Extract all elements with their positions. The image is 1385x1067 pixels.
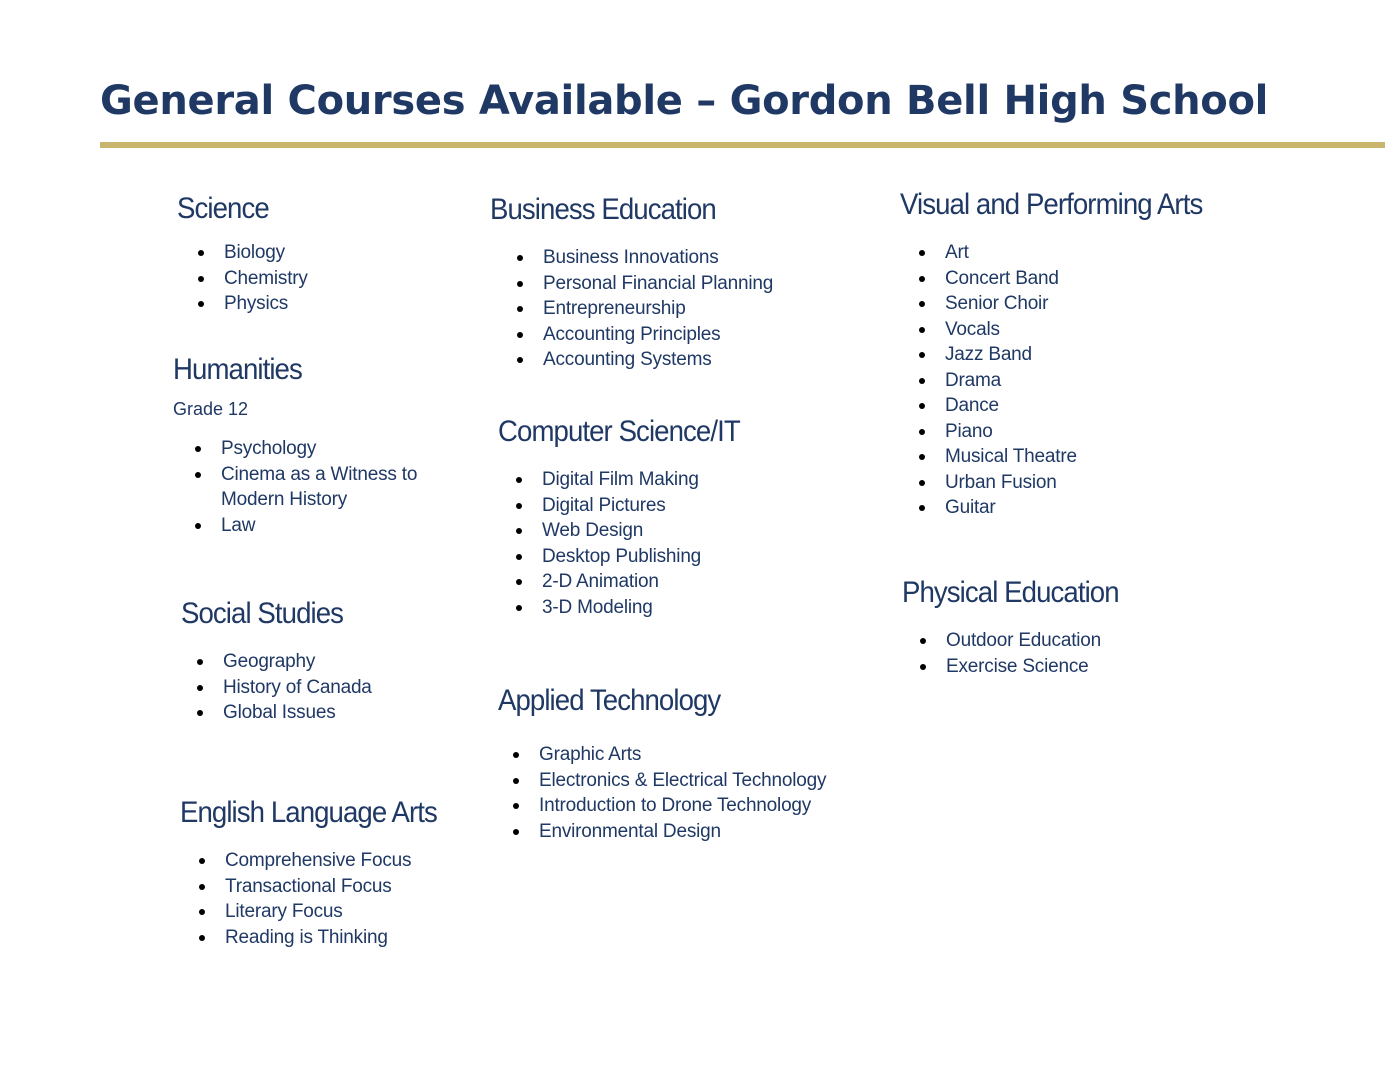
course-label: Transactional Focus: [225, 875, 392, 897]
course-item: [495, 467, 761, 493]
course-item: [492, 793, 826, 819]
bullet-icon: [919, 250, 925, 256]
course-item: [177, 291, 308, 317]
course-item: [178, 899, 459, 925]
course-item: [899, 628, 1137, 654]
section-heading: Visual and Performing Arts: [900, 188, 1203, 221]
bullet-icon: [197, 659, 203, 665]
course-label: History of Canada: [223, 676, 372, 698]
course-item: [899, 654, 1137, 680]
course-label: Physics: [224, 293, 289, 314]
course-item: [898, 470, 1229, 496]
course-label: Entrepreneurship: [543, 298, 686, 319]
bullet-icon: [516, 554, 522, 560]
grade-note: Grade 12: [173, 399, 249, 419]
course-label: Accounting Principles: [543, 323, 721, 345]
course-item: [176, 675, 372, 701]
bullet-icon: [517, 255, 523, 261]
section-applied-technology: [498, 684, 826, 844]
course-item: [495, 595, 761, 621]
course-label: Jazz Band: [945, 344, 1032, 365]
course-list: [492, 742, 826, 844]
bullet-icon: [516, 579, 522, 585]
course-item: [898, 495, 1229, 521]
bullet-icon: [199, 858, 205, 864]
bullet-icon: [919, 454, 925, 460]
bullet-icon: [199, 909, 205, 915]
bullet-icon: [920, 664, 926, 670]
bullet-icon: [919, 327, 925, 333]
bullet-icon: [920, 638, 926, 644]
course-item: [496, 271, 773, 297]
course-item: [495, 569, 761, 595]
section-heading: Science: [177, 192, 269, 225]
bullet-icon: [517, 281, 523, 287]
course-item: [898, 419, 1229, 445]
course-item: [496, 296, 773, 322]
section-humanities: [173, 353, 431, 538]
course-list: [496, 245, 773, 373]
bullet-icon: [198, 301, 204, 307]
section-heading: Computer Science/IT: [498, 415, 740, 448]
course-item: [898, 393, 1229, 419]
section-heading: Social Studies: [181, 597, 344, 630]
course-label: Comprehensive Focus: [225, 850, 412, 871]
section-heading: Physical Education: [902, 576, 1119, 609]
course-item: [898, 342, 1229, 368]
bullet-icon: [513, 778, 519, 784]
course-list: [495, 467, 761, 620]
course-label: Concert Band: [945, 267, 1059, 289]
section-business: [490, 193, 773, 373]
section-physical-education: [902, 576, 1137, 679]
course-item: [898, 444, 1229, 470]
course-label: Vocals: [945, 318, 1000, 340]
section-science: [177, 192, 308, 317]
course-item: [898, 240, 1229, 266]
course-label: Digital Pictures: [542, 494, 666, 516]
course-label: Literary Focus: [225, 901, 343, 922]
course-item: [177, 240, 308, 266]
course-label: Web Design: [542, 520, 644, 541]
course-item: [898, 317, 1229, 343]
bullet-icon: [516, 605, 522, 611]
course-label: Desktop Publishing: [542, 545, 702, 567]
bullet-icon: [513, 829, 519, 835]
course-item: [492, 742, 826, 768]
course-label: Outdoor Education: [946, 630, 1102, 651]
course-list: [178, 848, 459, 950]
section-heading: Applied Technology: [498, 684, 721, 717]
course-label: Personal Financial Planning: [543, 272, 774, 294]
bullet-icon: [195, 472, 201, 478]
bullet-icon: [516, 503, 522, 509]
course-label: Reading is Thinking: [225, 926, 388, 948]
course-item: [898, 266, 1229, 292]
page-title: General Courses Available – Gordon Bell High School: [100, 78, 1269, 124]
bullet-icon: [516, 528, 522, 534]
course-label: Law: [221, 514, 256, 536]
bullet-icon: [199, 884, 205, 890]
course-item: [174, 462, 431, 513]
course-list: [898, 240, 1229, 521]
bullet-icon: [197, 685, 203, 691]
section-heading: English Language Arts: [180, 796, 437, 829]
course-label: Global Issues: [223, 702, 336, 723]
course-label: Guitar: [945, 497, 996, 518]
course-label: Accounting Systems: [543, 349, 712, 370]
course-label: Chemistry: [224, 267, 308, 289]
bullet-icon: [197, 710, 203, 716]
course-label: Senior Choir: [945, 293, 1049, 314]
title-divider: [100, 142, 1385, 148]
course-label: 3-D Modeling: [542, 596, 653, 618]
course-label: Piano: [945, 420, 993, 442]
course-label: Cinema as a Witness to Modern History: [221, 463, 418, 510]
bullet-icon: [919, 276, 925, 282]
bullet-icon: [919, 429, 925, 435]
course-item: [178, 874, 459, 900]
course-item: [495, 493, 761, 519]
section-arts: [900, 188, 1229, 521]
course-label: Environmental Design: [539, 820, 721, 842]
course-item: [492, 768, 826, 794]
bullet-icon: [513, 752, 519, 758]
course-label: Art: [945, 242, 969, 263]
course-item: [495, 518, 761, 544]
course-list: [177, 240, 308, 317]
bullet-icon: [517, 306, 523, 312]
course-label: Urban Fusion: [945, 471, 1057, 493]
bullet-icon: [517, 357, 523, 363]
course-item: [177, 266, 308, 292]
bullet-icon: [199, 935, 205, 941]
bullet-icon: [919, 378, 925, 384]
section-heading: Humanities: [173, 353, 302, 386]
course-item: [898, 291, 1229, 317]
course-list: [174, 436, 431, 538]
course-item: [496, 322, 773, 348]
bullet-icon: [919, 301, 925, 307]
course-item: [178, 848, 459, 874]
course-item: [495, 544, 761, 570]
section-english: [180, 796, 459, 950]
course-label: Electronics & Electrical Technology: [539, 769, 827, 791]
course-label: Exercise Science: [946, 655, 1089, 677]
course-label: Graphic Arts: [539, 744, 642, 765]
bullet-icon: [195, 446, 201, 452]
bullet-icon: [919, 352, 925, 358]
course-label: Business Innovations: [543, 247, 719, 268]
course-item: [178, 925, 459, 951]
course-label: Drama: [945, 369, 1002, 391]
course-label: Introduction to Drone Technology: [539, 795, 812, 816]
bullet-icon: [513, 803, 519, 809]
course-label: Musical Theatre: [945, 446, 1077, 467]
course-item: [496, 245, 773, 271]
course-label: Dance: [945, 395, 999, 416]
bullet-icon: [919, 505, 925, 511]
course-label: 2-D Animation: [542, 571, 659, 592]
section-social-studies: [181, 597, 372, 726]
section-heading: Business Education: [490, 193, 716, 226]
bullet-icon: [517, 332, 523, 338]
course-item: [898, 368, 1229, 394]
bullet-icon: [919, 403, 925, 409]
course-item: [174, 513, 431, 539]
course-list: [899, 628, 1137, 679]
course-list: [176, 649, 372, 726]
course-label: Psychology: [221, 438, 317, 459]
course-label: Digital Film Making: [542, 469, 699, 490]
section-computer-science: [498, 415, 761, 620]
course-item: [176, 649, 372, 675]
course-item: [492, 819, 826, 845]
course-label: Biology: [224, 242, 285, 263]
bullet-icon: [198, 276, 204, 282]
course-item: [176, 700, 372, 726]
course-item: [174, 436, 431, 462]
course-item: [496, 347, 773, 373]
bullet-icon: [195, 523, 201, 529]
bullet-icon: [919, 480, 925, 486]
course-label: Geography: [223, 651, 316, 672]
bullet-icon: [198, 250, 204, 256]
bullet-icon: [516, 477, 522, 483]
